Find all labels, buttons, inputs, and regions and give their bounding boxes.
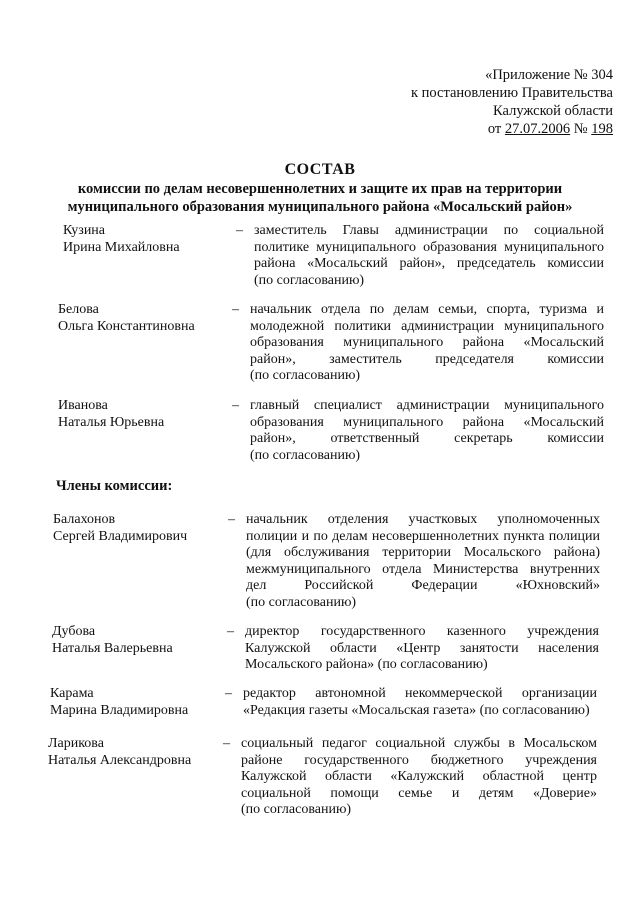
description-line: (по согласованию) (250, 368, 361, 383)
dash-separator: – (232, 398, 239, 413)
person-name (58, 398, 164, 431)
person-name (58, 302, 195, 335)
position-description (243, 686, 597, 719)
person-name (48, 736, 191, 769)
date-prefix: от (487, 121, 505, 137)
description-line: район», заместитель председателя комиссии (250, 351, 604, 367)
description-line: (по согласованию) (254, 272, 365, 288)
description-line: дел Российской Федерации «Юхновский» (246, 578, 600, 593)
description-line: начальник отделения участковых уполномоченных (246, 512, 600, 527)
description-line: образования муниципального района «Мосальский (250, 414, 604, 430)
dash-separator: – (227, 624, 234, 639)
person-given-names: Ольга Константиновна (58, 318, 195, 334)
description-line: Калужской области «Центр занятости населения (245, 640, 599, 656)
person-given-names: Марина Владимировна (50, 702, 189, 718)
description-line: молодежной политики администрации муниципального (250, 318, 604, 334)
position-description (254, 223, 604, 289)
description-line: редактор автономной некоммерческой организации (243, 686, 597, 701)
description-line: (по согласованию) (241, 802, 352, 817)
dash-separator: – (228, 512, 235, 527)
description-line: начальник отдела по делам семьи, спорта, туризма и (250, 302, 604, 317)
person-surname: Иванова (58, 398, 108, 413)
description-line: директор государственного казенного учреждения (245, 624, 599, 639)
description-line: Калужской области «Калужский областной центр (241, 769, 597, 784)
description-line: политике муниципального образования муниципального (254, 239, 604, 255)
person-given-names: Сергей Владимирович (53, 528, 188, 544)
position-description (241, 736, 597, 819)
person-name (53, 512, 187, 545)
person-name (63, 223, 180, 256)
appendix-number: «Приложение № 304 (485, 67, 613, 83)
title-main: СОСТАВ (284, 161, 356, 178)
appendix-region: Калужской области (493, 103, 613, 119)
person-surname: Кузина (63, 223, 106, 238)
dash-separator: – (236, 223, 243, 238)
person-given-names: Ирина Михайловна (63, 239, 180, 255)
position-description (245, 624, 599, 674)
description-line: (по согласованию) (250, 447, 361, 463)
person-name (50, 686, 188, 719)
person-given-names: Наталья Александровна (48, 752, 192, 768)
position-description (246, 512, 600, 611)
description-line: (по согласованию) (246, 594, 357, 610)
person-surname: Ларикова (48, 736, 104, 751)
resolution-number: 198 (591, 121, 613, 137)
person-surname: Карама (50, 686, 94, 701)
appendix-date-line (411, 120, 613, 138)
description-line: район», ответственный секретарь комиссии (250, 431, 604, 446)
person-surname: Белова (58, 302, 99, 317)
position-description (250, 398, 604, 464)
resolution-date: 27.07.2006 (504, 121, 571, 137)
description-line: социальной помощи семье и детям «Доверие» (241, 785, 597, 801)
dash-separator: – (223, 736, 230, 751)
description-line: главный специалист администрации муниципального (250, 398, 604, 413)
dash-separator: – (232, 302, 239, 317)
person-given-names: Наталья Валерьевна (52, 640, 173, 656)
description-line: заместитель Главы администрации по социальной (254, 223, 604, 238)
appendix-resolution: к постановлению Правительства (411, 85, 613, 101)
person-surname: Балахонов (53, 512, 116, 527)
description-line: (для обслуживания территории Мосальского района) (246, 545, 600, 560)
description-line: межмуниципального отдела Министерства внутренних (246, 561, 600, 577)
description-line: «Редакция газеты «Мосальская газета» (по согласованию) (243, 702, 590, 718)
position-description (250, 302, 604, 385)
description-line: района «Мосальский район», председатель комиссии (254, 256, 604, 271)
description-line: полиции и по делам несовершеннолетних пункта полиции (246, 528, 600, 544)
description-line: социальный педагог социальной службы в Мосальском (241, 736, 597, 751)
description-line: районе государственного бюджетного учреждения (241, 752, 597, 768)
title-sub-line-2: муниципального образования муниципального района «Мосальский район» (67, 199, 573, 215)
members-heading: Члены комиссии: (56, 478, 173, 494)
number-prefix: № (570, 121, 592, 137)
appendix-header (411, 66, 613, 138)
description-line: образования муниципального района «Мосальский (250, 335, 604, 350)
person-given-names: Наталья Юрьевна (58, 414, 165, 430)
person-name (52, 624, 173, 657)
person-surname: Дубова (52, 624, 96, 639)
description-line: Мосальского района» (по согласованию) (245, 657, 488, 672)
document-title (0, 160, 640, 216)
dash-separator: – (225, 686, 232, 701)
title-sub-line-1: комиссии по делам несовершеннолетних и защите их прав на территории (77, 181, 563, 197)
